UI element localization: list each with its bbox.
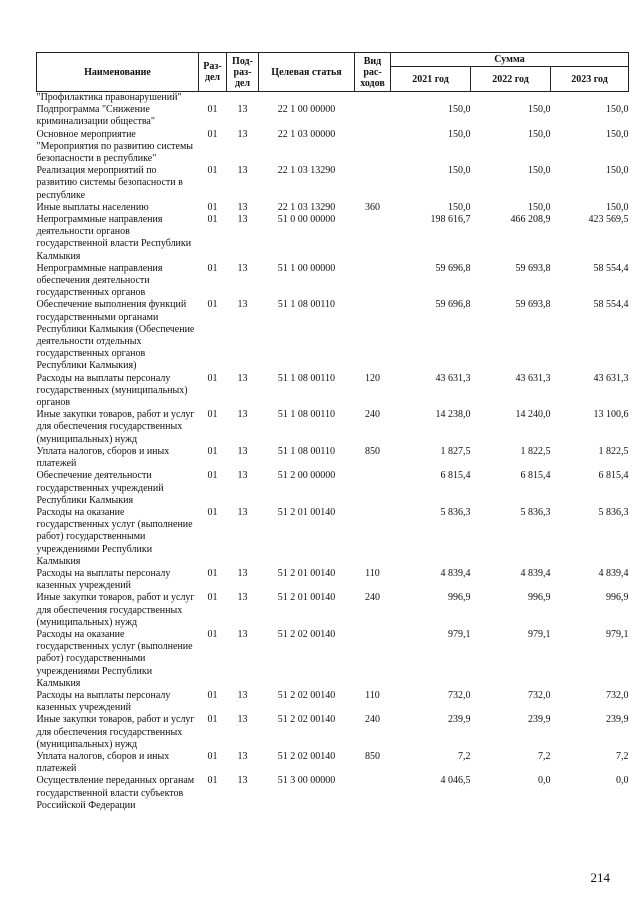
row-sum-2022-cell: 732,0 [528, 689, 551, 701]
table-row [37, 202, 629, 214]
row-sum-2022-cell: 0,0 [538, 775, 551, 787]
row-sum-2023-cell: 732,0 [606, 689, 629, 701]
row-sum-2021-cell: 996,9 [448, 592, 471, 604]
row-name-cell: Основное мероприятие "Мероприятия по развитию системы безопасности в республике" [36, 128, 193, 165]
row-vid-rashodov-cell [355, 775, 391, 812]
row-sum-2022-cell: 14 240,0 [515, 409, 551, 421]
row-podrazdel-cell: 13 [237, 372, 248, 384]
row-vid-rashodov-cell [355, 165, 391, 202]
row-podrazdel-cell: 13 [237, 445, 248, 457]
budget-table [36, 52, 629, 812]
row-name-cell: Обеспечение выполнения функций государственными органами Республики Калмыкия (Обеспечение деятельности отдельных государственных органов Республики Калмыкия) [36, 299, 195, 372]
row-vid-rashodov-cell [355, 299, 391, 372]
row-celevaya-statya-cell [259, 92, 355, 105]
row-sum-2022-cell: 996,9 [528, 592, 551, 604]
row-sum-2023-cell: 150,0 [606, 128, 629, 140]
row-vid-rashodov-cell: 850 [365, 445, 380, 457]
row-celevaya-statya-cell: 51 2 02 00140 [277, 689, 336, 701]
row-razdel-cell [199, 92, 227, 105]
row-podrazdel-cell: 13 [237, 299, 248, 311]
row-sum-2023-cell: 423 569,5 [588, 214, 629, 226]
row-name-cell: Расходы на выплаты персоналу казенных учреждений [36, 689, 171, 714]
row-sum-2022-cell: 150,0 [528, 104, 551, 116]
row-sum-2023-cell: 43 631,3 [593, 372, 629, 384]
table-header [37, 53, 629, 92]
row-celevaya-statya-cell: 51 3 00 00000 [277, 775, 336, 787]
row-vid-rashodov-cell: 120 [365, 372, 380, 384]
row-sum-2023-cell: 150,0 [606, 201, 629, 213]
row-sum-2023-cell: 996,9 [606, 592, 629, 604]
row-vid-rashodov-cell [355, 129, 391, 166]
row-razdel-cell: 01 [207, 592, 218, 604]
header-year-2022: 2022 год [471, 67, 551, 92]
row-razdel-cell: 01 [207, 750, 218, 762]
table-row [37, 104, 629, 128]
header-vid-rashodov: Вид рас-ходов [355, 53, 391, 92]
row-sum-2022-cell: 150,0 [528, 201, 551, 213]
row-podrazdel-cell: 13 [237, 104, 248, 116]
row-sum-2021-cell: 4 046,5 [440, 775, 471, 787]
row-celevaya-statya-cell: 22 1 03 13290 [277, 201, 336, 213]
row-sum-2021-cell: 150,0 [448, 165, 471, 177]
row-name-cell: Иные выплаты населению [36, 201, 149, 213]
row-podrazdel-cell: 13 [237, 165, 248, 177]
row-vid-rashodov-cell [355, 214, 391, 263]
row-sum-2023-cell: 6 815,4 [598, 470, 629, 482]
table-row [37, 409, 629, 446]
table-row [37, 592, 629, 629]
row-sum-2022-cell: 59 693,8 [515, 262, 551, 274]
row-celevaya-statya-cell: 22 1 00 00000 [277, 104, 336, 116]
row-podrazdel-cell: 13 [237, 750, 248, 762]
row-vid-rashodov-cell [355, 104, 391, 128]
row-sum-2021-cell [391, 92, 471, 105]
row-vid-rashodov-cell: 240 [365, 714, 380, 726]
row-celevaya-statya-cell: 51 2 01 00140 [277, 592, 336, 604]
row-sum-2023-cell: 58 554,4 [593, 262, 629, 274]
row-sum-2022-cell [471, 92, 551, 105]
row-name-cell: Иные закупки товаров, работ и услуг для обеспечения государственных (муниципальных) нужд [36, 409, 195, 445]
table-row [37, 751, 629, 775]
row-sum-2023-cell: 1 822,5 [598, 445, 629, 457]
row-celevaya-statya-cell: 22 1 03 00000 [277, 128, 336, 140]
row-sum-2022-cell: 6 815,4 [520, 470, 551, 482]
table-row [37, 629, 629, 690]
row-celevaya-statya-cell: 22 1 03 13290 [277, 165, 336, 177]
row-razdel-cell: 01 [207, 689, 218, 701]
header-celevaya-statya: Целевая статья [259, 53, 355, 92]
row-sum-2021-cell: 59 696,8 [435, 299, 471, 311]
row-sum-2022-cell: 239,9 [528, 714, 551, 726]
row-celevaya-statya-cell: 51 2 02 00140 [277, 628, 336, 640]
row-podrazdel-cell: 13 [237, 409, 248, 421]
row-sum-2021-cell: 239,9 [448, 714, 471, 726]
row-name-cell: Непрограммные направления деятельности органов государственной власти Республики Калмыкия [36, 214, 192, 262]
header-razdel: Раз-дел [199, 53, 227, 92]
row-name-cell: Иные закупки товаров, работ и услуг для обеспечения государственных (муниципальных) нужд [36, 714, 195, 750]
row-name-cell: Расходы на оказание государственных услуг (выполнение работ) государственными учреждениями Республики Калмыкия [36, 506, 193, 567]
table-row [37, 373, 629, 410]
row-podrazdel-cell: 13 [237, 214, 248, 226]
row-podrazdel-cell: 13 [237, 689, 248, 701]
row-razdel-cell: 01 [207, 299, 218, 311]
table-row [37, 165, 629, 202]
header-podrazdel: Под-раз-дел [227, 53, 259, 92]
row-sum-2021-cell: 43 631,3 [435, 372, 471, 384]
row-vid-rashodov-cell: 240 [365, 409, 380, 421]
row-name-cell: Осуществление переданных органам государственной власти субъектов Российской Федерации [36, 775, 195, 811]
row-name-cell: Иные закупки товаров, работ и услуг для обеспечения государственных (муниципальных) нужд [36, 592, 195, 628]
row-sum-2021-cell: 150,0 [448, 128, 471, 140]
row-sum-2021-cell: 4 839,4 [440, 567, 471, 579]
row-razdel-cell: 01 [207, 445, 218, 457]
row-celevaya-statya-cell: 51 2 02 00140 [277, 714, 336, 726]
row-sum-2021-cell: 7,2 [458, 750, 471, 762]
header-year-2021: 2021 год [391, 67, 471, 92]
table-row [37, 507, 629, 568]
row-celevaya-statya-cell: 51 1 00 00000 [277, 262, 336, 274]
row-sum-2023-cell: 150,0 [606, 165, 629, 177]
row-podrazdel-cell: 13 [237, 714, 248, 726]
row-name-cell: Непрограммные направления обеспечения деятельности государственных органов [36, 262, 163, 299]
row-razdel-cell: 01 [207, 470, 218, 482]
row-sum-2023-cell: 13 100,6 [593, 409, 629, 421]
row-celevaya-statya-cell: 51 2 02 00140 [277, 750, 336, 762]
row-razdel-cell: 01 [207, 714, 218, 726]
row-podrazdel-cell: 13 [237, 470, 248, 482]
row-sum-2023-cell: 239,9 [606, 714, 629, 726]
table-row [37, 299, 629, 372]
row-sum-2023-cell: 58 554,4 [593, 299, 629, 311]
row-name-cell: Обеспечение деятельности государственных учреждений Республики Калмыкия [36, 470, 164, 506]
row-razdel-cell: 01 [207, 628, 218, 640]
row-sum-2021-cell: 732,0 [448, 689, 471, 701]
row-razdel-cell: 01 [207, 201, 218, 213]
row-sum-2022-cell: 5 836,3 [520, 506, 551, 518]
row-vid-rashodov-cell [355, 263, 391, 300]
row-vid-rashodov-cell: 360 [365, 201, 380, 213]
row-podrazdel-cell: 13 [237, 567, 248, 579]
table-row [37, 263, 629, 300]
row-razdel-cell: 01 [207, 104, 218, 116]
row-sum-2021-cell: 198 616,7 [430, 214, 471, 226]
row-podrazdel-cell: 13 [237, 628, 248, 640]
row-sum-2021-cell: 979,1 [448, 628, 471, 640]
page-number: 214 [590, 870, 610, 885]
row-podrazdel-cell: 13 [237, 592, 248, 604]
row-vid-rashodov-cell [355, 470, 391, 507]
table-row [37, 446, 629, 470]
row-razdel-cell: 01 [207, 165, 218, 177]
row-celevaya-statya-cell: 51 0 00 00000 [277, 214, 336, 226]
row-sum-2021-cell: 150,0 [448, 201, 471, 213]
table-row [37, 92, 629, 105]
row-razdel-cell: 01 [207, 567, 218, 579]
table-row [37, 690, 629, 714]
row-sum-2021-cell: 1 827,5 [440, 445, 471, 457]
row-celevaya-statya-cell: 51 1 08 00110 [277, 299, 336, 311]
row-sum-2021-cell: 150,0 [448, 104, 471, 116]
row-sum-2021-cell: 14 238,0 [435, 409, 471, 421]
table-row [37, 714, 629, 751]
row-vid-rashodov-cell [355, 629, 391, 690]
row-sum-2022-cell: 466 208,9 [510, 214, 551, 226]
header-summa: Сумма [391, 53, 629, 67]
row-name-cell: "Профилактика правонарушений" [36, 92, 182, 103]
table-row [37, 214, 629, 263]
row-name-cell: Уплата налогов, сборов и иных платежей [36, 445, 170, 470]
row-razdel-cell: 01 [207, 214, 218, 226]
row-razdel-cell: 01 [207, 775, 218, 787]
row-sum-2023-cell: 0,0 [616, 775, 629, 787]
row-vid-rashodov-cell [355, 507, 391, 568]
row-razdel-cell: 01 [207, 372, 218, 384]
row-celevaya-statya-cell: 51 2 01 00140 [277, 567, 336, 579]
table-row [37, 775, 629, 812]
row-sum-2023-cell: 5 836,3 [598, 506, 629, 518]
row-sum-2021-cell: 59 696,8 [435, 262, 471, 274]
row-celevaya-statya-cell: 51 2 01 00140 [277, 506, 336, 518]
table-row [37, 568, 629, 592]
table-body [37, 92, 629, 812]
row-podrazdel-cell: 13 [237, 262, 248, 274]
row-sum-2021-cell: 5 836,3 [440, 506, 471, 518]
row-sum-2022-cell: 7,2 [538, 750, 551, 762]
row-podrazdel-cell: 13 [237, 775, 248, 787]
row-name-cell: Расходы на оказание государственных услуг (выполнение работ) государственными учреждениями Республики Калмыкия [36, 628, 193, 689]
table-row [37, 129, 629, 166]
row-vid-rashodov-cell [355, 92, 391, 105]
header-name: Наименование [37, 53, 199, 92]
row-sum-2022-cell: 43 631,3 [515, 372, 551, 384]
row-sum-2023-cell: 979,1 [606, 628, 629, 640]
row-sum-2023-cell: 4 839,4 [598, 567, 629, 579]
row-name-cell: Подпрограмма "Снижение криминализации общества" [36, 104, 155, 128]
row-sum-2023-cell: 150,0 [606, 104, 629, 116]
table-row [37, 470, 629, 507]
row-sum-2021-cell: 6 815,4 [440, 470, 471, 482]
row-podrazdel-cell: 13 [237, 506, 248, 518]
header-year-2023: 2023 год [551, 67, 629, 92]
row-razdel-cell: 01 [207, 128, 218, 140]
row-name-cell: Реализация мероприятий по развитию системы безопасности в республике [36, 165, 183, 201]
row-sum-2022-cell: 150,0 [528, 165, 551, 177]
row-celevaya-statya-cell: 51 2 00 00000 [277, 470, 336, 482]
row-celevaya-statya-cell: 51 1 08 00110 [277, 445, 336, 457]
row-sum-2022-cell: 59 693,8 [515, 299, 551, 311]
row-name-cell: Уплата налогов, сборов и иных платежей [36, 750, 170, 775]
row-celevaya-statya-cell: 51 1 08 00110 [277, 409, 336, 421]
row-name-cell: Расходы на выплаты персоналу государственных (муниципальных) органов [36, 372, 188, 409]
row-celevaya-statya-cell: 51 1 08 00110 [277, 372, 336, 384]
row-sum-2022-cell: 150,0 [528, 128, 551, 140]
row-vid-rashodov-cell: 110 [365, 567, 380, 579]
row-razdel-cell: 01 [207, 506, 218, 518]
row-vid-rashodov-cell: 240 [365, 592, 380, 604]
row-razdel-cell: 01 [207, 409, 218, 421]
row-name-cell: Расходы на выплаты персоналу казенных учреждений [36, 567, 171, 592]
row-sum-2023-cell: 7,2 [616, 750, 629, 762]
row-vid-rashodov-cell: 110 [365, 689, 380, 701]
row-sum-2022-cell: 979,1 [528, 628, 551, 640]
row-sum-2023-cell [551, 92, 629, 105]
row-razdel-cell: 01 [207, 262, 218, 274]
row-sum-2022-cell: 4 839,4 [520, 567, 551, 579]
row-podrazdel-cell: 13 [237, 201, 248, 213]
row-podrazdel-cell [227, 92, 259, 105]
row-sum-2022-cell: 1 822,5 [520, 445, 551, 457]
row-podrazdel-cell: 13 [237, 128, 248, 140]
row-vid-rashodov-cell: 850 [365, 750, 380, 762]
